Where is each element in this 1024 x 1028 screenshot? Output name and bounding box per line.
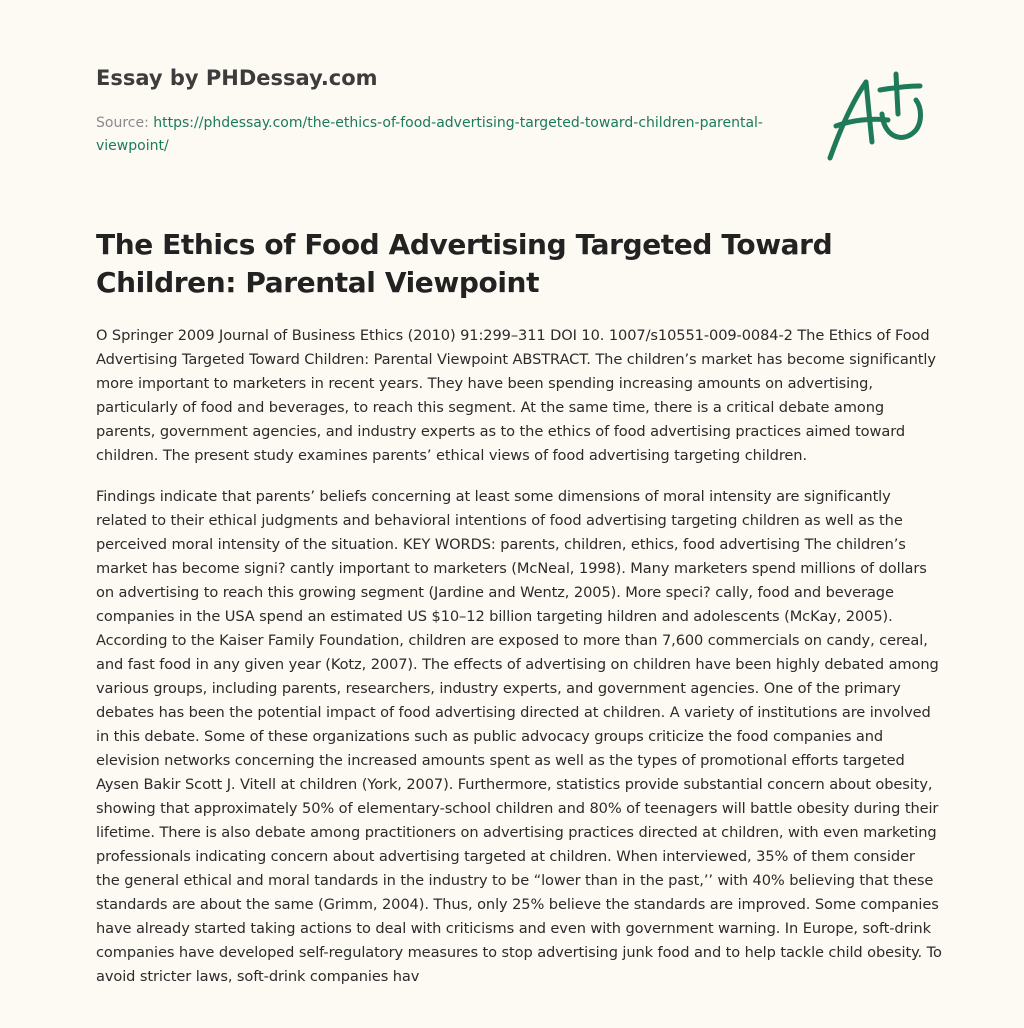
article-title: The Ethics of Food Advertising Targeted Toward Children: Parental Viewpoint: [96, 228, 833, 299]
article-body: [96, 324, 942, 1006]
page-header: [96, 64, 796, 158]
a-plus-logo-icon: [822, 68, 932, 168]
site-name: Essay by PHDessay.com: [96, 66, 378, 90]
article-paragraph: Findings indicate that parents’ beliefs concerning at least some dimensions of moral intensity are significantly related to their ethical judgments and behavioral intentions of food advertising targeting children as well as the perceived moral intensity of the situation. KEY WORDS: parents, children, ethics, food advertising The children’s market has become signi? cantly important to marketers (McNeal, 1998). Many marketers spend millions of dollars on advertising to reach this growing segment (Jardine and Wentz, 2005). More speci? cally, food and beverage companies in the USA spend an estimated US $10–12 billion targeting hildren and adolescents (McKay, 2005). According to the Kaiser Family Foundation, children are exposed to more than 7,600 commercials on candy, cereal, and fast food in any given year (Kotz, 2007). The effects of advertising on children have been highly debated among various groups, including parents, researchers, industry experts, and government agencies. One of the primary debates has been the potential impact of food advertising directed at children. A variety of institutions are involved in this debate. Some of these organizations such as public advocacy groups criticize the food companies and elevision networks concerning the increased amounts spent as well as the types of promotional efforts targeted Aysen Bakir Scott J. Vitell at children (York, 2007). Furthermore, statistics provide substantial concern about obesity, showing that approximately 50% of elementary-school children and 80% of teenagers will battle obesity during their lifetime. There is also debate among practitioners on advertising practices directed at children, with even marketing professionals indicating concern about advertising targeted at children. When interviewed, 35% of them consider the general ethical and moral tandards in the industry to be “lower than in the past,’’ with 40% believing that these standards are about the same (Grimm, 2004). Thus, only 25% believe the standards are improved. Some companies have already started taking actions to deal with criticisms and even with government warning. In Europe, soft-drink companies have developed self-regulatory measures to stop advertising junk food and to help tackle child obesity. To avoid stricter laws, soft-drink companies hav: [96, 488, 942, 985]
article-paragraph: O Springer 2009 Journal of Business Ethics (2010) 91:299–311 DOI 10. 1007/s10551-009-0084-2 The Ethics of Food Advertising Targeted Toward Children: Parental Viewpoint ABSTRACT. The children’s market has become significantly more important to marketers in recent years. They have been spending increasing amounts on advertising, particularly of food and beverages, to reach this segment. At the same time, there is a critical debate among parents, government agencies, and industry experts as to the ethics of food advertising practices aimed toward children. The present study examines parents’ ethical views of food advertising targeting children.: [96, 327, 936, 464]
source-link[interactable]: https://phdessay.com/the-ethics-of-food-advertising-targeted-toward-children-parental-viewpoint/: [96, 115, 763, 154]
source-label: Source:: [96, 115, 149, 131]
source-line: [96, 112, 776, 158]
